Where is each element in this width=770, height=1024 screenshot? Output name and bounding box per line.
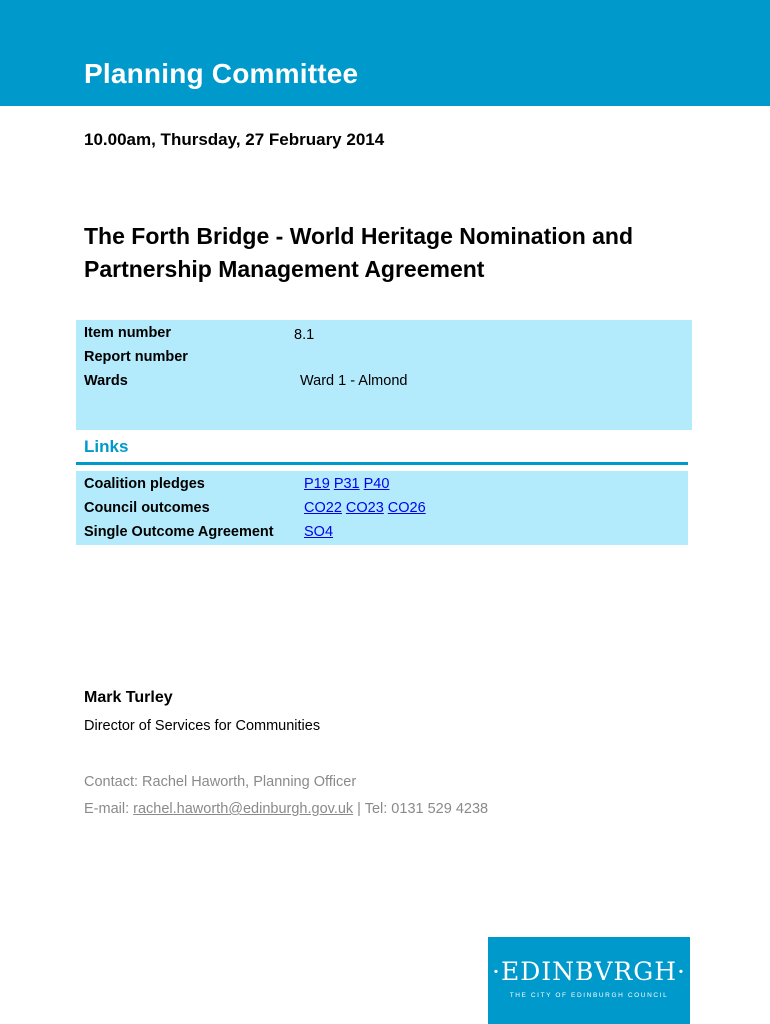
edinburgh-council-logo: [488, 937, 690, 1024]
header-banner: [0, 0, 770, 106]
logo-subtitle: THE CITY OF EDINBURGH COUNCIL: [509, 992, 669, 999]
email-link[interactable]: rachel.haworth@edinburgh.gov.uk: [133, 801, 354, 817]
meeting-datetime: 10.00am, Thursday, 27 February 2014: [84, 130, 385, 149]
wards-value: Ward 1 - Almond: [300, 373, 408, 389]
telephone: | Tel: 0131 529 4238: [353, 801, 489, 817]
link-co23[interactable]: CO23: [345, 500, 384, 516]
item-number-value: 8.1: [294, 327, 315, 343]
author-name: Mark Turley: [84, 689, 173, 706]
link-p31[interactable]: P31: [333, 476, 360, 492]
email-prefix: E-mail:: [84, 801, 134, 817]
link-co22[interactable]: CO22: [304, 500, 342, 516]
council-outcomes-label: Council outcomes: [84, 500, 210, 516]
logo-wordmark: ·EDINBVRGH·: [492, 957, 686, 986]
single-outcome-agreement-label: Single Outcome Agreement: [84, 524, 274, 540]
link-co26[interactable]: CO26: [387, 500, 426, 516]
link-p40[interactable]: P40: [363, 476, 390, 492]
email-line: [84, 801, 488, 817]
coalition-pledges-links: [304, 476, 393, 492]
links-heading: Links: [84, 437, 129, 456]
links-divider: [76, 462, 688, 465]
links-panel: [76, 471, 688, 545]
contact-line: Contact: Rachel Haworth, Planning Officer: [84, 774, 357, 790]
single-outcome-agreement-links: [304, 524, 337, 540]
item-number-label: Item number: [84, 325, 172, 341]
committee-title: Planning Committee: [84, 58, 359, 89]
link-p19[interactable]: P19: [304, 476, 330, 492]
wards-label: Wards: [84, 373, 128, 389]
council-outcomes-links: [304, 500, 430, 516]
link-so4[interactable]: SO4: [304, 524, 334, 540]
report-number-label: Report number: [84, 349, 188, 365]
report-title: The Forth Bridge - World Heritage Nomination and Partnership Management Agreement: [84, 223, 634, 282]
coalition-pledges-label: Coalition pledges: [84, 476, 205, 492]
item-details-panel: [76, 320, 692, 430]
author-role: Director of Services for Communities: [84, 718, 321, 734]
